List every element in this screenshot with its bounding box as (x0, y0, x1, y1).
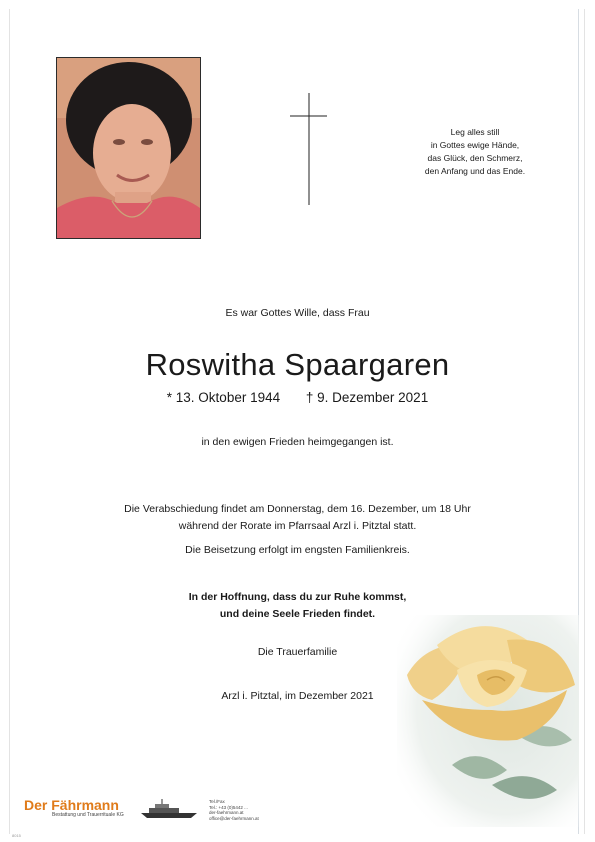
logo-subtitle: Bestattung und Trauerrituale KG (52, 812, 124, 818)
hope-line: und deine Seele Frieden findet. (219, 608, 376, 620)
logo-name: Der Fährmann (24, 797, 119, 813)
contact-line: Tel.: +43 (0)5442 ... (209, 804, 248, 810)
poem-line: den Anfang und das Ende. (424, 166, 526, 176)
contact-line: Tel./Fax (209, 799, 225, 804)
poem-line: in Gottes ewige Hände, (430, 140, 520, 150)
farewell-details (0, 501, 595, 535)
portrait-image (57, 58, 200, 238)
contact-info (209, 799, 259, 821)
farewell-line: Die Verabschiedung findet am Donnerstag, dem 16. Dezember, um 18 Uhr (124, 503, 471, 515)
intro-text: Es war Gottes Wille, dass Frau (225, 307, 370, 319)
burial-text: Die Beisetzung erfolgt im engsten Familienkreis. (185, 544, 410, 556)
print-code: 8015 (12, 833, 21, 838)
funeral-home-logo (24, 797, 264, 823)
birth-date: * 13. Oktober 1944 (166, 390, 281, 405)
deceased-name: Roswitha Spaargaren (145, 347, 450, 382)
poem (405, 126, 545, 178)
farewell-line: während der Rorate im Pfarrsaal Arzl i. Pitztal statt. (178, 520, 417, 532)
place-date: Arzl i. Pitztal, im Dezember 2021 (221, 690, 374, 702)
death-date: † 9. Dezember 2021 (305, 390, 429, 405)
cross-icon (289, 93, 329, 205)
hope-line: In der Hoffnung, dass du zur Ruhe kommst, (188, 591, 407, 603)
rose-image (397, 615, 579, 827)
ferry-icon (139, 799, 201, 819)
poem-line: das Glück, den Schmerz, (427, 153, 523, 163)
portrait-photo (56, 57, 201, 239)
passed-text: in den ewigen Frieden heimgegangen ist. (201, 436, 394, 448)
poem-line: Leg alles still (450, 127, 500, 137)
contact-line: office@der-faehrmann.at (209, 815, 259, 821)
contact-line: der-faehrmann.at (209, 810, 244, 815)
family-signature: Die Trauerfamilie (257, 646, 338, 658)
life-dates (0, 390, 595, 405)
